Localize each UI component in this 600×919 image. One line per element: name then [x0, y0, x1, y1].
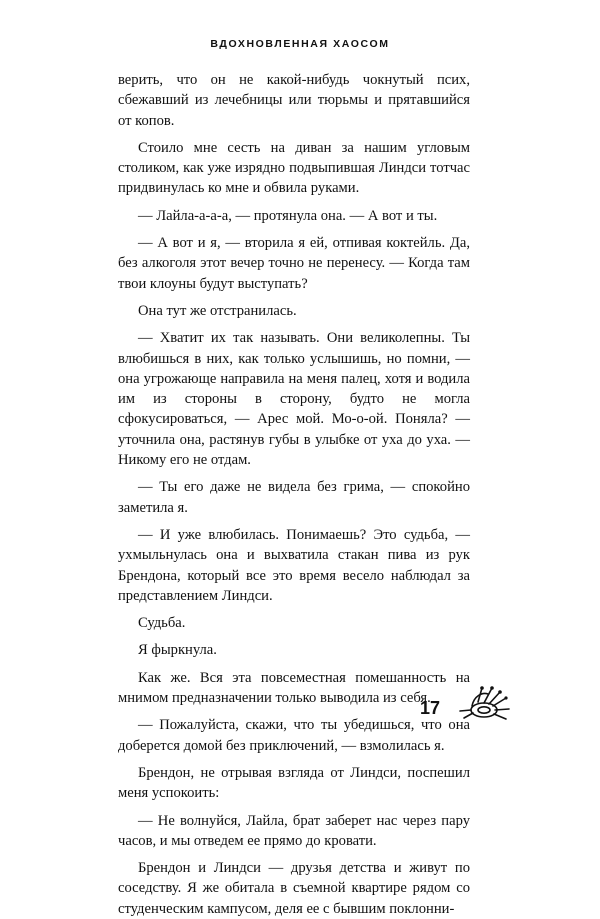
paragraph: — Лайла-а-а-а, — протянула она. — А вот и ты. [138, 207, 438, 224]
paragraph: Брендон и Линдси — друзья детства и живут по соседству. Я же обитала в съемной квартире рядом со студенческим кампусом, деля ее с бывшим поклонни- [118, 860, 470, 917]
running-title: ВДОХНОВЛЕННАЯ ХАОСОМ [210, 38, 390, 50]
paragraph: Она тут же отстранилась. [138, 302, 297, 319]
paragraph: — И уже влюбилась. Понимаешь? Это судьба, — ухмыльнулась она и выхватила стакан пива из рук Брендона, который все это время весело наблюдал за представлением Линдси. [118, 526, 470, 604]
paragraph: Судьба. [138, 615, 186, 632]
paragraph: Я фыркнула. [138, 642, 217, 659]
flower-ornament-icon [448, 682, 514, 722]
paragraph: — Хватит их так называть. Они великолепны. Ты влюбишься в них, как только услышишь, но помни, — она угрожающе направила на меня палец, хотя и водила им из стороны в сторону, будто не могла сфокусироваться, — Арес мой. Мо-о-ой. Поняла? — уточнила она, растянув губы в улыбке от уха до уха. — Никому его не отдам. [118, 330, 470, 469]
paragraph: — Не волнуйся, Лайла, брат заберет нас через пару часов, и мы отведем ее прямо до кровати. [118, 812, 470, 849]
paragraph: Как же. Вся эта повсеместная помешанность на мнимом предназначении только выводила из себя. [118, 669, 470, 707]
page-number: 17 [420, 698, 441, 718]
paragraph: верить, что он не какой-нибудь чокнутый псих, сбежавший из лечебницы или тюрьмы и прятавшийся от копов. [118, 72, 470, 129]
paragraph: — Пожалуйста, скажи, что ты убедишься, что она доберется домой без приключений, — взмолилась я. [118, 717, 470, 754]
paragraph: Стоило мне сесть на диван за нашим угловым столиком, как уже изрядно подвыпившая Линдси тотчас придвинулась ко мне и обвила руками. [118, 139, 470, 197]
paragraph: — А вот и я, — вторила я ей, отпивая коктейль. Да, без алкоголя этот вечер точно не перенесу. — Когда там твои клоуны будут выступать? [118, 235, 470, 292]
paragraph: — Ты его даже не видела без грима, — спокойно заметила я. [118, 479, 470, 516]
body-text [118, 70, 470, 919]
paragraph: Брендон, не отрывая взгляда от Линдси, поспешил меня успокоить: [118, 764, 470, 802]
